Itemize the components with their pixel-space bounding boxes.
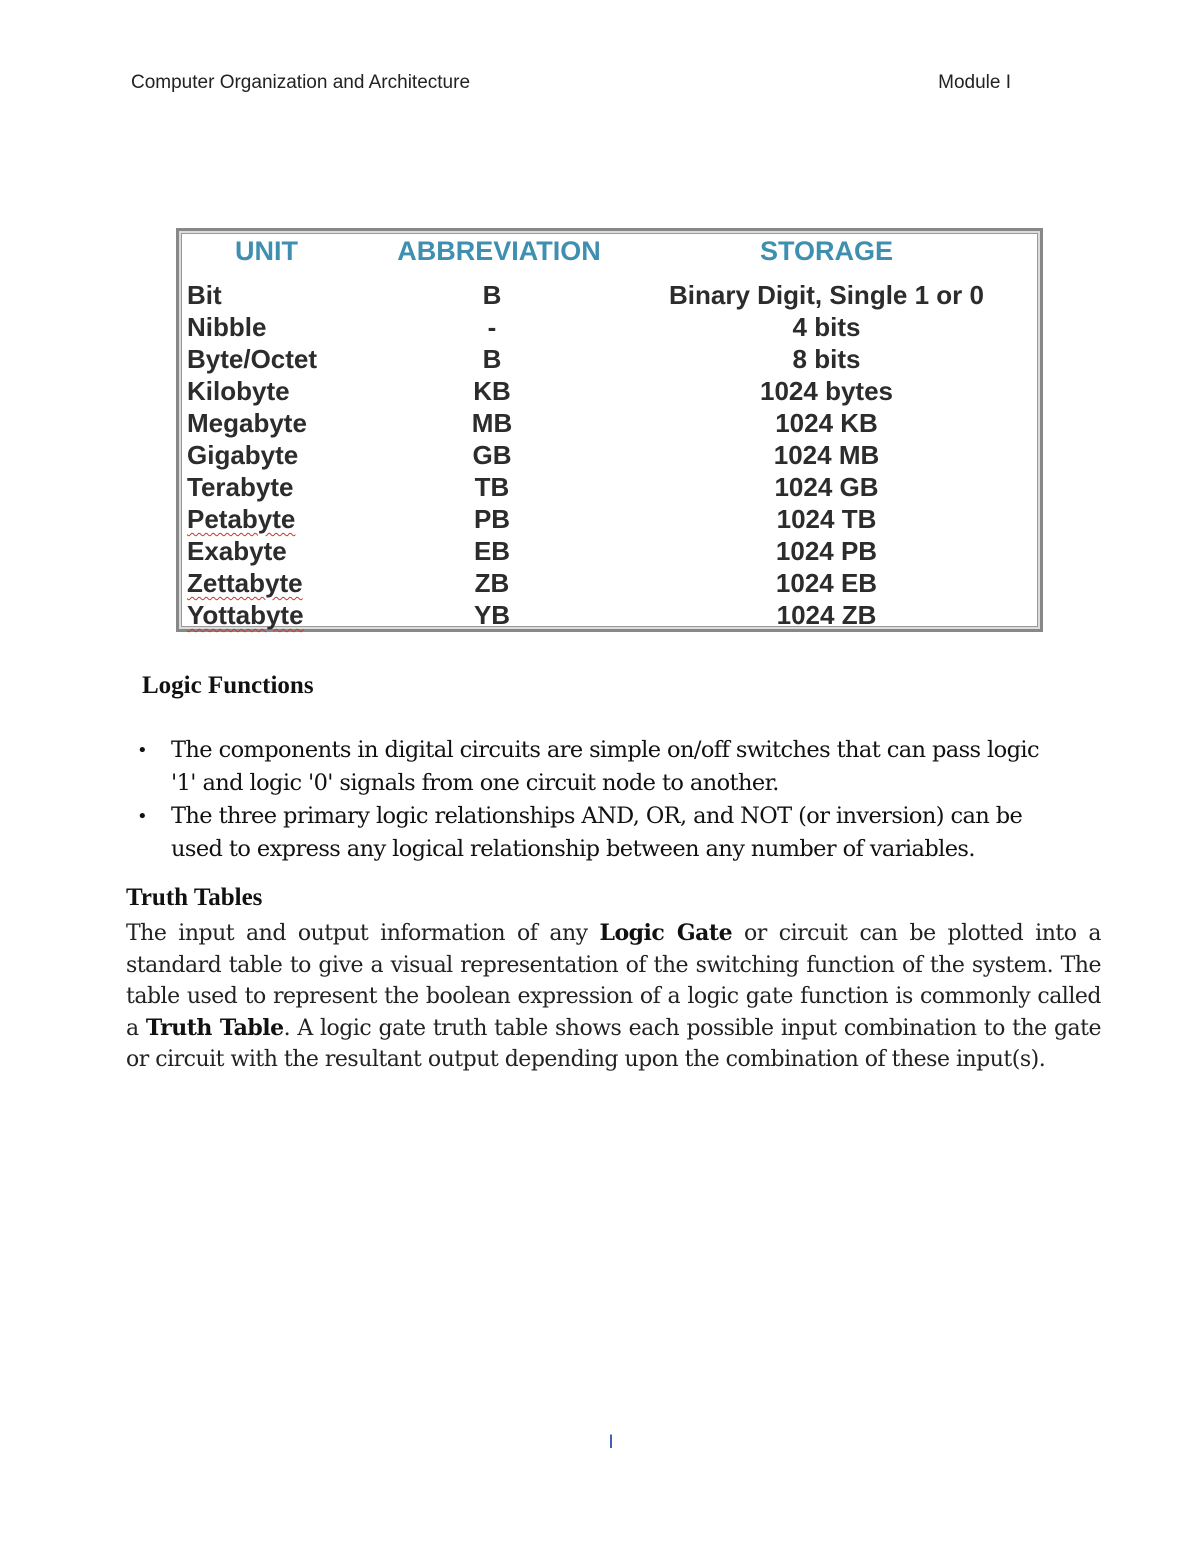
table-row (187, 599, 1032, 631)
unit-cell-text: Kilobyte (187, 376, 290, 406)
abbreviation-cell-text: TB (474, 472, 510, 502)
paragraph-text: or circuit can be plotted into a standard table to give a visual representation of the switching function of the system. The table used to represent the boolean expression of a logic gate function is commonly called a (126, 921, 1102, 1041)
storage-cell-text: 1024 ZB (776, 600, 877, 630)
abbreviation-cell-text: EB (473, 536, 511, 566)
unit-cell (187, 567, 377, 599)
unit-cell (187, 311, 377, 343)
table-row (187, 343, 1032, 375)
table-header-row (187, 233, 1032, 269)
unit-cell (187, 535, 377, 567)
unit-cell (187, 471, 377, 503)
list-item (131, 734, 1061, 800)
table-row (187, 567, 1032, 599)
abbreviation-cell-text: - (487, 312, 497, 342)
unit-cell (187, 407, 377, 439)
table-row (187, 279, 1032, 311)
unit-cell-text: Terabyte (187, 472, 294, 502)
unit-cell-text: Megabyte (187, 408, 307, 438)
paragraph-text: The input and output information of any (126, 921, 600, 946)
unit-cell (187, 599, 377, 631)
bullet-icon: • (137, 740, 148, 761)
running-header (131, 72, 1011, 98)
storage-cell (621, 503, 1032, 535)
storage-cell (621, 279, 1032, 311)
abbreviation-cell-text: KB (473, 376, 511, 406)
unit-cell-text: Petabyte (187, 504, 296, 534)
table-row (187, 503, 1032, 535)
storage-cell (621, 343, 1032, 375)
storage-cell (621, 535, 1032, 567)
page-number: I (608, 1432, 614, 1453)
unit-cell (187, 279, 377, 311)
unit-cell-text: Exabyte (187, 536, 287, 566)
storage-cell-text: 1024 bytes (760, 376, 893, 406)
abbreviation-cell-text: GB (472, 440, 512, 470)
abbreviation-cell (377, 343, 621, 375)
abbreviation-cell (377, 279, 621, 311)
truth-table-term: Truth Table (145, 1014, 284, 1041)
storage-cell-text: 4 bits (792, 312, 861, 342)
logic-functions-heading: Logic Functions (142, 672, 314, 699)
unit-cell-text: Zettabyte (187, 568, 303, 598)
abbreviation-cell-text: PB (473, 504, 511, 534)
abbreviation-cell-text: MB (471, 408, 513, 438)
storage-cell (621, 599, 1032, 631)
abbreviation-cell (377, 407, 621, 439)
column-header-storage: STORAGE (759, 235, 894, 266)
truth-tables-heading: Truth Tables (126, 884, 263, 911)
unit-cell-text: Nibble (187, 312, 267, 342)
storage-cell-text: 1024 GB (774, 472, 879, 502)
header-module-label: Module I (938, 72, 1011, 93)
storage-cell (621, 375, 1032, 407)
bullet-icon: • (137, 806, 148, 827)
column-header-abbreviation: ABBREVIATION (397, 235, 601, 266)
table-row (187, 439, 1032, 471)
storage-cell (621, 471, 1032, 503)
abbreviation-cell-text: B (482, 280, 502, 310)
header-course-title: Computer Organization and Architecture (131, 72, 471, 93)
abbreviation-cell-text: YB (473, 600, 511, 630)
abbreviation-cell (377, 471, 621, 503)
storage-cell (621, 311, 1032, 343)
table-row (187, 375, 1032, 407)
list-item-text: The three primary logic relationships AND, OR, and NOT (or inversion) can be used to express any logical relationship between any number of variables. (171, 803, 1023, 862)
list-item (131, 800, 1061, 866)
paragraph-text: . A logic gate truth table shows each possible input combination to the gate or circuit with the resultant output depending upon the combination of these input(s). (126, 1015, 1102, 1072)
unit-cell (187, 503, 377, 535)
abbreviation-cell-text: B (482, 344, 502, 374)
table-row (187, 535, 1032, 567)
storage-cell-text: Binary Digit, Single 1 or 0 (669, 280, 984, 310)
unit-cell-text: Bit (187, 280, 222, 310)
column-header-unit: UNIT (235, 235, 298, 266)
unit-cell-text: Gigabyte (187, 440, 299, 470)
abbreviation-cell (377, 375, 621, 407)
abbreviation-cell (377, 599, 621, 631)
abbreviation-cell (377, 311, 621, 343)
storage-cell (621, 567, 1032, 599)
table-row (187, 471, 1032, 503)
storage-cell-text: 1024 MB (773, 440, 880, 470)
abbreviation-cell (377, 567, 621, 599)
logic-functions-list (131, 734, 1061, 866)
unit-cell-text: Byte/Octet (187, 344, 318, 374)
abbreviation-cell-text: ZB (474, 568, 510, 598)
storage-cell (621, 407, 1032, 439)
storage-cell-text: 1024 TB (776, 504, 877, 534)
truth-tables-paragraph (126, 918, 1101, 1076)
unit-cell-text: Yottabyte (187, 600, 304, 630)
abbreviation-cell (377, 503, 621, 535)
abbreviation-cell (377, 535, 621, 567)
storage-cell (621, 439, 1032, 471)
storage-cell-text: 1024 EB (775, 568, 878, 598)
logic-gate-term: Logic Gate (599, 920, 733, 946)
table-body (187, 269, 1032, 631)
storage-units-table (187, 233, 1032, 631)
abbreviation-cell (377, 439, 621, 471)
storage-cell-text: 8 bits (792, 344, 861, 374)
list-item-text: The components in digital circuits are simple on/off switches that can pass logic '1' and logic '0' signals from one circuit node to another. (171, 737, 1039, 796)
unit-cell (187, 375, 377, 407)
table-row (187, 407, 1032, 439)
storage-cell-text: 1024 PB (775, 536, 878, 566)
unit-cell (187, 439, 377, 471)
table-row (187, 311, 1032, 343)
unit-cell (187, 343, 377, 375)
storage-units-table-figure (176, 228, 1043, 632)
storage-cell-text: 1024 KB (775, 408, 878, 438)
